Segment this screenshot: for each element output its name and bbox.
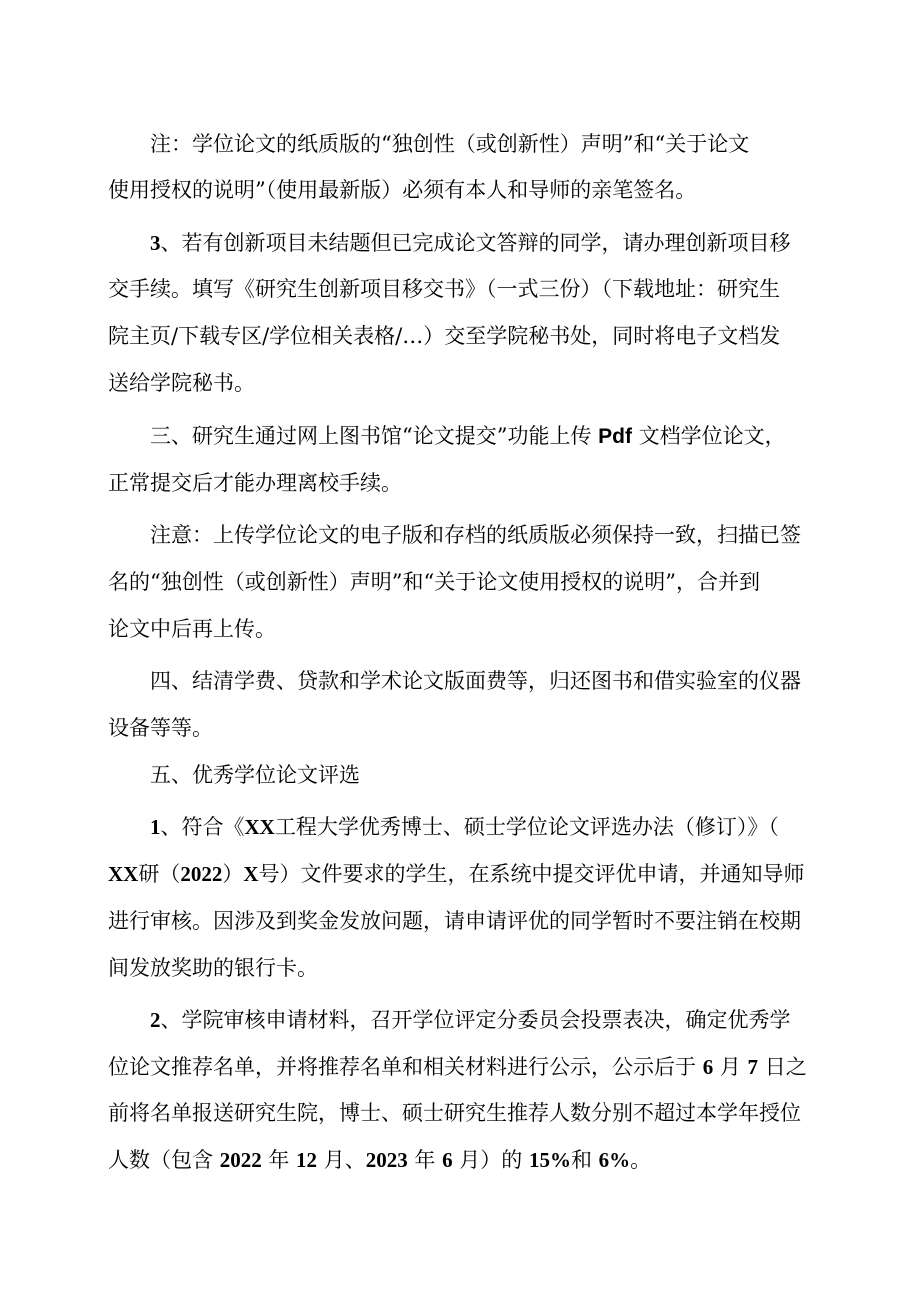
- item-1-line-2: XX研（2022）X号）文件要求的学生，在系统中提交评优申请，并通知导师: [108, 862, 805, 886]
- notice-line-1: 注意：上传学位论文的电子版和存档的纸质版必须保持一致，扫描已签: [150, 523, 801, 547]
- item-3-line-2: 交手续。填写《研究生创新项目移交书》（一式三份）（下载地址：研究生: [108, 277, 780, 301]
- item-3-line-4: 送给学院秘书。: [108, 371, 255, 395]
- note-line-1: 注：学位论文的纸质版的“独创性（或创新性）声明”和“关于论文: [150, 132, 750, 156]
- item-3-line-1: 3、若有创新项目未结题但已完成论文答辩的同学，请办理创新项目移: [150, 231, 791, 255]
- section-3-line-2: 正常提交后才能办理离校手续。: [108, 471, 402, 495]
- item-1-line-1: 1、符合《XX工程大学优秀博士、硕士学位论文评选办法（修订）》（: [150, 815, 779, 839]
- item-2-line-3: 前将名单报送研究生院，博士、硕士研究生推荐人数分别不超过本学年授位: [108, 1101, 801, 1125]
- item-1-line-4: 间发放奖助的银行卡。: [108, 956, 318, 980]
- notice-line-2: 名的“独创性（或创新性）声明”和“关于论文使用授权的说明”，合并到: [108, 570, 760, 594]
- item-3-line-3: 院主页/下载专区/学位相关表格/…）交至学院秘书处，同时将电子文档发: [108, 324, 781, 348]
- notice-line-3: 论文中后再上传。: [108, 617, 276, 641]
- section-4-line-1: 四、结清学费、贷款和学术论文版面费等，归还图书和借实验室的仪器: [150, 669, 801, 693]
- section-5-heading: 五、优秀学位论文评选: [150, 763, 360, 787]
- item-2-line-4: 人数（包含 2022 年 12 月、2023 年 6 月）的 15%和 6%。: [108, 1148, 652, 1172]
- section-3-line-1: 三、研究生通过网上图书馆“论文提交”功能上传 Pdf 文档学位论文，: [150, 424, 786, 448]
- item-1-line-3: 进行审核。因涉及到奖金发放问题，请申请评优的同学暂时不要注销在校期: [108, 909, 801, 933]
- item-2-line-2: 位论文推荐名单，并将推荐名单和相关材料进行公示，公示后于 6 月 7 日之: [108, 1055, 807, 1079]
- item-2-line-1: 2、学院审核申请材料，召开学位评定分委员会投票表决，确定优秀学: [150, 1008, 791, 1032]
- section-4-line-2: 设备等等。: [108, 716, 213, 740]
- note-line-2: 使用授权的说明”（使用最新版）必须有本人和导师的亲笔签名。: [108, 178, 697, 202]
